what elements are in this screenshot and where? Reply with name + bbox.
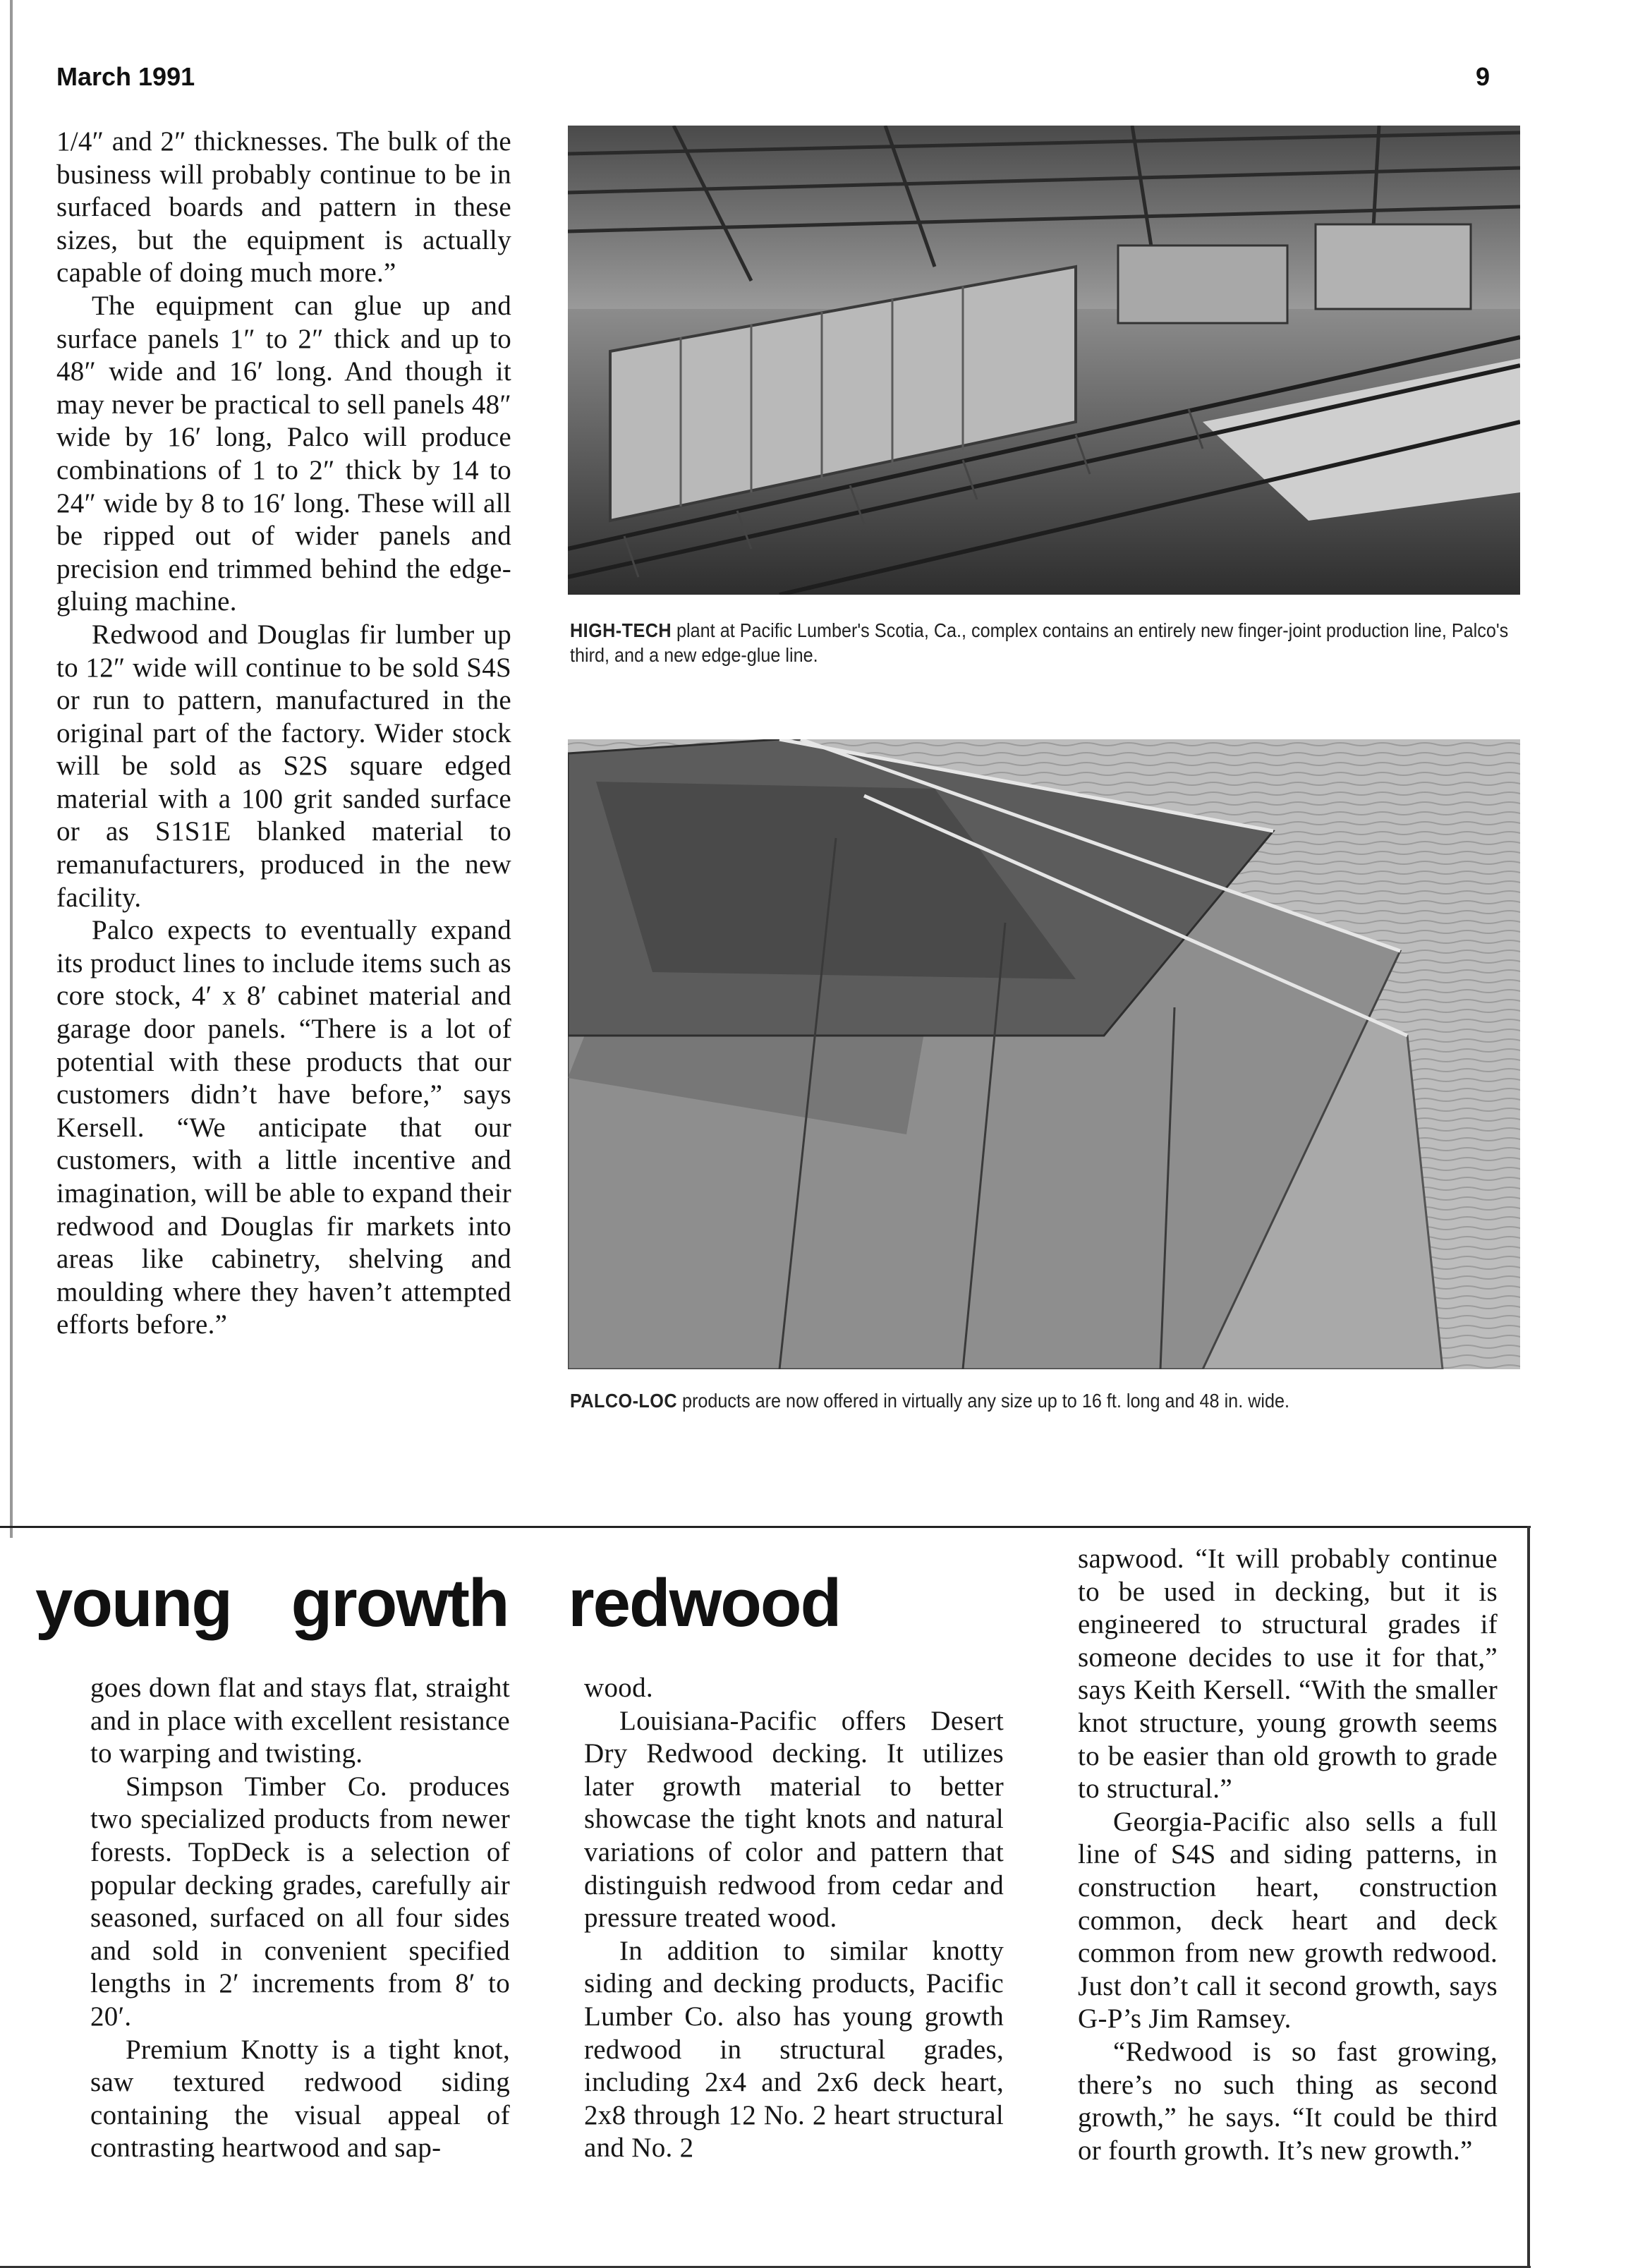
caption-text: plant at Pacific Lumber's Scotia, Ca., complex contains an entirely new finger-joint production line, Palco's third, and a new edge-glue line.	[570, 619, 1509, 666]
boards-photo-caption	[570, 1388, 1522, 1413]
section-column-2	[584, 1672, 1004, 2165]
caption-lead: PALCO-LOC	[570, 1390, 677, 1412]
paragraph: Premium Knotty is a tight knot, saw textured redwood siding containing the visual appeal of contrasting heartwood and sap-	[90, 2034, 510, 2164]
paragraph: The equipment can glue up and surface panels 1″ to 2″ thick and up to 48″ wide and 16′ long. And though it may never be practical to sell panels 48″ wide by 16′ long, Palco will produce combinations of 1 to 2″ thick by 14 to 24″ wide by 8 to 16′ long. These will all be ripped out of wider panels and precision end trimmed behind the edge-gluing machine.	[56, 290, 511, 617]
paragraph: Palco expects to eventually expand its product lines to include items such as core stock, 4′ x 8′ cabinet material and garage door panels. “There is a lot of potential with these products that our customers didn’t have before,” says Kersell. “We anticipate that our customers, with a little incentive and imagination, will be able to expand their redwood and Douglas fir markets into areas like cabinetry, shelving and moulding where they haven’t attempted efforts before.”	[56, 915, 511, 1340]
paragraph: Redwood and Douglas fir lumber up to 12″ wide will continue to be sold S4S or run to pattern, manufactured in the original part of the factory. Wider stock will be sold as S2S square edged material with a 100 grit sanded surface or as S1S1E blanked material to remanufacturers, produced in the new facility.	[56, 619, 511, 913]
paragraph: Simpson Timber Co. produces two specialized products from newer forests. TopDeck is a selection of popular decking grades, carefully air seasoned, surfaced on all four sides and sold in convenient specified lengths in 2′ increments from 8′ to 20′.	[90, 1771, 510, 2032]
factory-photo-caption	[570, 618, 1522, 667]
top-article-column	[56, 126, 511, 1342]
paragraph: wood.	[584, 1673, 653, 1703]
caption-text: products are now offered in virtually any size up to 16 ft. long and 48 in. wide.	[676, 1390, 1290, 1412]
section-column-3	[1078, 1543, 1498, 2167]
page-number: 9	[1476, 62, 1491, 91]
section-column-1	[90, 1672, 510, 2165]
boards-illustration	[568, 739, 1520, 1369]
paragraph: goes down flat and stays flat, straight and in place with excellent resistance to warping and twisting.	[90, 1673, 510, 1769]
factory-photo	[568, 126, 1520, 595]
section-title: young growth redwood	[35, 1565, 841, 1641]
factory-illustration	[568, 126, 1520, 595]
paragraph: Georgia-Pacific also sells a full line of S4S and siding patterns, in construction heart, construction common, deck heart and deck common from new growth redwood. Just don’t call it second growth, says G-P’s Jim Ramsey.	[1078, 1806, 1498, 2034]
binding-edge	[10, 0, 13, 1538]
section-box-right	[1527, 1526, 1530, 2268]
paragraph: In addition to similar knotty siding and decking products, Pacific Lumber Co. also has young growth redwood in structural grades, including 2x4 and 2x6 deck heart, 2x8 through 12 No. 2 heart structural and No. 2	[584, 1935, 1004, 2164]
paragraph: sapwood. “It will probably continue to be used in decking, but it is engineered to structural grades if someone decides to use it for that,” says Keith Kersell. “With the smaller knot structure, young growth seems to be easier than old growth to grade to structural.”	[1078, 1544, 1498, 1805]
paragraph: Louisiana-Pacific offers Desert Dry Redwood decking. It utilizes later growth material to better showcase the tight knots and natural variations of color and pattern that distinguish redwood from cedar and pressure treated wood.	[584, 1705, 1004, 1934]
lumber-boards-photo	[568, 739, 1520, 1369]
paragraph: “Redwood is so fast growing, there’s no such thing as second growth,” he says. “It could be third or fourth growth. It’s new growth.”	[1078, 2036, 1498, 2166]
running-date: March 1991	[56, 62, 195, 91]
section-divider	[0, 1526, 1531, 1528]
caption-lead: HIGH-TECH	[570, 619, 672, 641]
paragraph: 1/4″ and 2″ thicknesses. The bulk of the business will probably continue to be in surfaced boards and pattern in these sizes, but the equipment is actually capable of doing much more.”	[56, 126, 511, 289]
